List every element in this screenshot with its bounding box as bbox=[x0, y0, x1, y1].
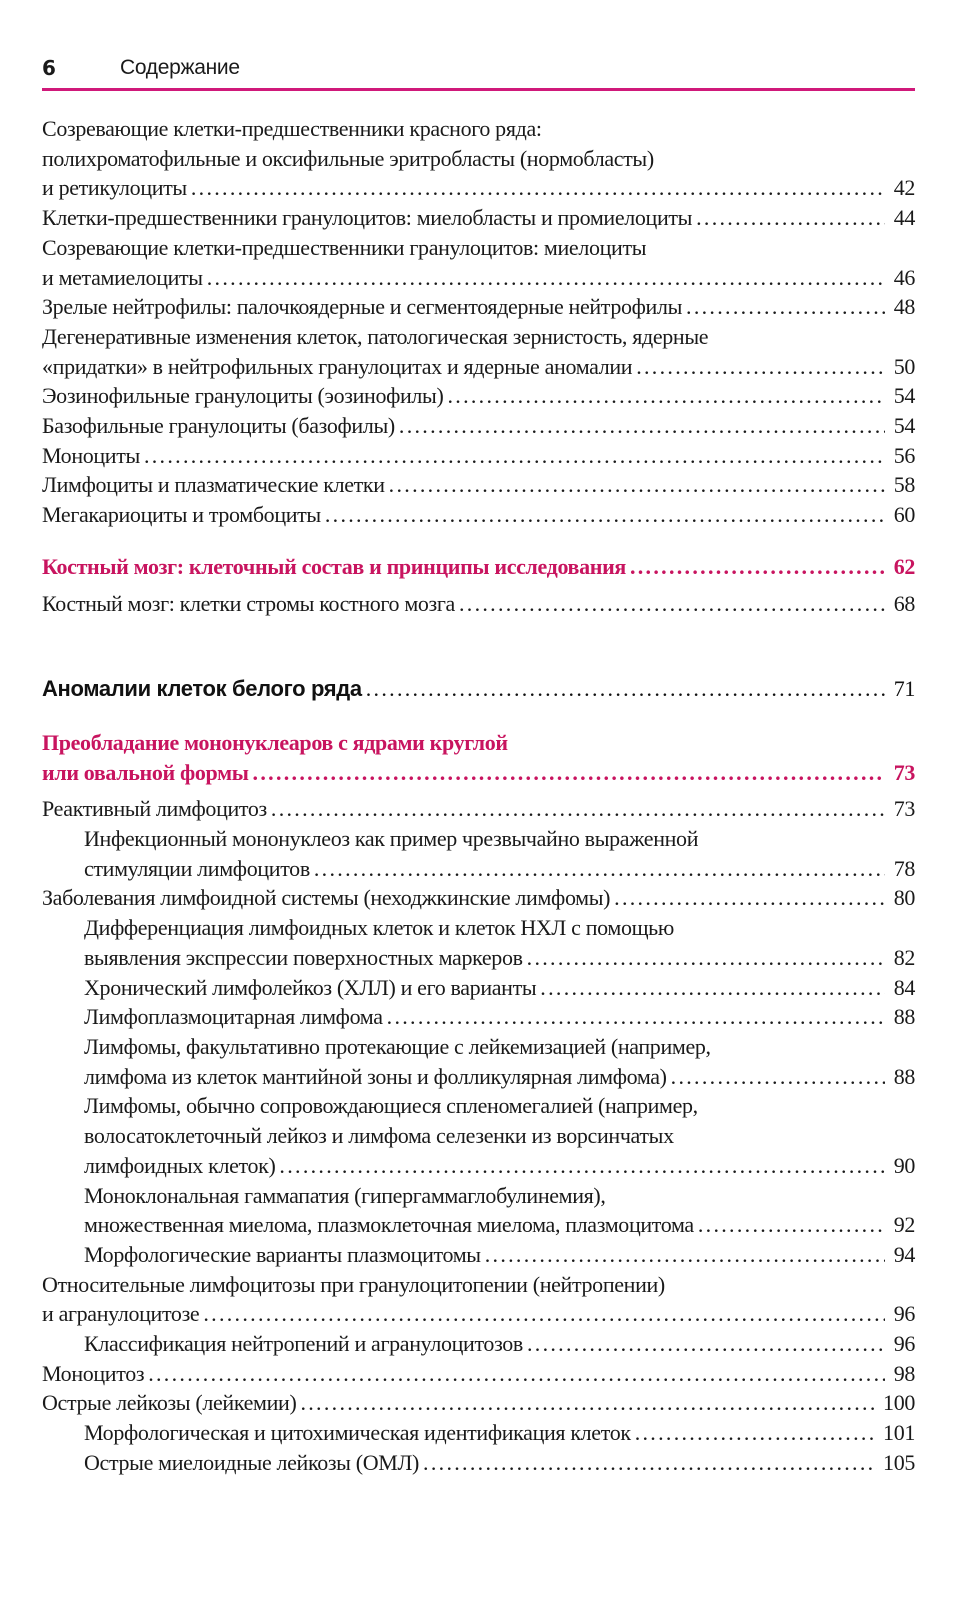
toc-line bbox=[84, 1091, 915, 1121]
toc-line bbox=[42, 552, 915, 582]
toc-line bbox=[42, 500, 915, 530]
toc-line bbox=[84, 973, 915, 1003]
dot-leader bbox=[636, 352, 885, 382]
toc-line bbox=[84, 1181, 915, 1211]
toc-entry bbox=[42, 973, 915, 1003]
dot-leader bbox=[387, 1002, 885, 1032]
toc-line bbox=[42, 173, 915, 203]
dot-leader bbox=[300, 1388, 877, 1418]
toc-entry-title: Костный мозг: клетки стромы костного мозга bbox=[42, 590, 455, 616]
toc-entry-title: стимуляции лимфоцитов bbox=[84, 855, 310, 881]
toc-page-number: 73 bbox=[893, 759, 915, 785]
toc-page-number: 50 bbox=[893, 353, 915, 379]
toc-entry bbox=[42, 411, 915, 441]
toc-line bbox=[42, 233, 915, 263]
toc-line bbox=[84, 1418, 915, 1448]
toc-entry bbox=[42, 1032, 915, 1091]
toc-entry bbox=[42, 500, 915, 530]
running-header bbox=[42, 52, 915, 88]
dot-leader bbox=[399, 411, 885, 441]
toc-line bbox=[42, 1299, 915, 1329]
toc-entry bbox=[42, 1359, 915, 1389]
toc-entry-title: и метамиелоциты bbox=[42, 264, 203, 290]
toc-entry-title: Клетки-предшественники гранулоцитов: миелобласты и промиелоциты bbox=[42, 205, 693, 231]
toc-page-number: 88 bbox=[893, 1063, 915, 1089]
dot-leader bbox=[447, 381, 885, 411]
toc-line bbox=[42, 411, 915, 441]
toc-entry-title: Инфекционный мононуклеоз как пример чрезвычайно выраженной bbox=[84, 826, 699, 852]
toc-entry-title: или овальной формы bbox=[42, 759, 249, 785]
toc-entry bbox=[42, 913, 915, 972]
toc-line bbox=[42, 794, 915, 824]
toc-entry-title: и ретикулоциты bbox=[42, 175, 187, 201]
toc-page-number: 96 bbox=[893, 1301, 915, 1327]
toc-entry-title: Лимфомы, факультативно протекающие с лейкемизацией (например, bbox=[84, 1033, 711, 1059]
toc-page-number: 98 bbox=[893, 1360, 915, 1386]
toc-entry-title: Эозинофильные гранулоциты (эозинофилы) bbox=[42, 383, 444, 409]
dot-leader bbox=[389, 470, 885, 500]
toc-line bbox=[42, 589, 915, 619]
toc-page-number: 58 bbox=[893, 472, 915, 498]
toc-page-number: 73 bbox=[893, 796, 915, 822]
toc-entry-title: Мегакариоциты и тромбоциты bbox=[42, 502, 321, 528]
dot-leader bbox=[271, 794, 885, 824]
toc-entry-title: Хронический лимфолейкоз (ХЛЛ) и его варианты bbox=[84, 974, 537, 1000]
toc-line bbox=[84, 1121, 915, 1151]
toc-page-number: 54 bbox=[893, 383, 915, 409]
dot-leader bbox=[366, 674, 885, 704]
toc-line bbox=[42, 322, 915, 352]
dot-leader bbox=[630, 552, 885, 582]
dot-leader bbox=[253, 758, 885, 788]
toc-page-number: 48 bbox=[893, 294, 915, 320]
toc-line bbox=[42, 728, 915, 758]
toc-line bbox=[84, 1151, 915, 1181]
toc-line bbox=[42, 114, 915, 144]
toc-page-number: 92 bbox=[893, 1212, 915, 1238]
toc-page-number: 96 bbox=[893, 1331, 915, 1357]
toc-entry bbox=[42, 1270, 915, 1329]
toc-entry-title: Дегенеративные изменения клеток, патологическая зернистость, ядерные bbox=[42, 323, 709, 349]
toc-entry-title: и агранулоцитозе bbox=[42, 1301, 200, 1327]
toc-entry-title: Заболевания лимфоидной системы (неходжкинские лимфомы) bbox=[42, 885, 611, 911]
toc-entry bbox=[42, 203, 915, 233]
toc-entry-title: Моноциты bbox=[42, 442, 140, 468]
toc-page-number: 90 bbox=[893, 1152, 915, 1178]
toc-entry-title: лимфома из клеток мантийной зоны и фолликулярная лимфома) bbox=[84, 1063, 667, 1089]
toc-line bbox=[42, 1359, 915, 1389]
dot-leader bbox=[671, 1062, 885, 1092]
toc-line bbox=[42, 263, 915, 293]
toc-line bbox=[42, 292, 915, 322]
toc-page-number: 88 bbox=[893, 1004, 915, 1030]
toc-entry bbox=[42, 1240, 915, 1270]
toc-line bbox=[42, 1270, 915, 1300]
toc-page-number: 101 bbox=[883, 1420, 915, 1446]
toc-line bbox=[42, 883, 915, 913]
page-number: 6 bbox=[42, 56, 56, 80]
toc-entry-title: Базофильные гранулоциты (базофилы) bbox=[42, 413, 395, 439]
toc-entry bbox=[42, 322, 915, 381]
toc-entry-title: Морфологические варианты плазмоцитомы bbox=[84, 1241, 481, 1267]
toc-entry bbox=[42, 470, 915, 500]
toc-line bbox=[42, 470, 915, 500]
toc-page-number: 68 bbox=[893, 590, 915, 616]
dot-leader bbox=[325, 500, 885, 530]
toc-entry-title: Моноцитоз bbox=[42, 1360, 145, 1386]
toc-entry-title: множественная миелома, плазмоклеточная миелома, плазмоцитома bbox=[84, 1212, 694, 1238]
toc-line bbox=[84, 854, 915, 884]
toc-entry-title: выявления экспрессии поверхностных маркеров bbox=[84, 944, 523, 970]
toc-entry bbox=[42, 1388, 915, 1418]
toc-entry bbox=[42, 1329, 915, 1359]
dot-leader bbox=[314, 854, 885, 884]
toc-entry bbox=[42, 292, 915, 322]
toc-entry bbox=[42, 1091, 915, 1180]
toc-line bbox=[84, 1240, 915, 1270]
toc-entry-title: Созревающие клетки-предшественники гранулоцитов: миелоциты bbox=[42, 234, 647, 260]
toc-entry-title: Лимфоплазмоцитарная лимфома bbox=[84, 1004, 383, 1030]
toc-page-number: 54 bbox=[893, 413, 915, 439]
toc-entry-title: Зрелые нейтрофилы: палочкоядерные и сегментоядерные нейтрофилы bbox=[42, 294, 683, 320]
toc-page-number: 56 bbox=[893, 442, 915, 468]
toc-entry bbox=[42, 883, 915, 913]
toc-entry-title: Относительные лимфоцитозы при гранулоцитопении (нейтропении) bbox=[42, 1271, 665, 1297]
toc-line bbox=[84, 1032, 915, 1062]
toc-entry bbox=[42, 441, 915, 471]
toc-line bbox=[42, 203, 915, 233]
toc-page-number: 78 bbox=[893, 855, 915, 881]
toc-line bbox=[84, 1062, 915, 1092]
toc-line bbox=[84, 943, 915, 973]
toc-page-number: 100 bbox=[883, 1390, 915, 1416]
toc-line bbox=[84, 913, 915, 943]
dot-leader bbox=[696, 203, 885, 233]
dot-leader bbox=[540, 973, 885, 1003]
toc-page-number: 80 bbox=[893, 885, 915, 911]
header-rule bbox=[42, 88, 915, 91]
toc-line bbox=[84, 1329, 915, 1359]
toc-page-number: 105 bbox=[883, 1449, 915, 1475]
dot-leader bbox=[527, 1329, 885, 1359]
toc-page-number: 94 bbox=[893, 1241, 915, 1267]
toc-entry-title: полихроматофильные и оксифильные эритробласты (нормобласты) bbox=[42, 145, 654, 171]
dot-leader bbox=[207, 263, 885, 293]
dot-leader bbox=[635, 1418, 877, 1448]
dot-leader bbox=[698, 1210, 885, 1240]
dot-leader bbox=[686, 292, 885, 322]
toc-entry-title: Острые лейкозы (лейкемии) bbox=[42, 1390, 297, 1416]
toc-page-number: 46 bbox=[893, 264, 915, 290]
toc-chapter bbox=[42, 674, 915, 704]
toc-page-number: 84 bbox=[893, 974, 915, 1000]
toc-entry bbox=[42, 1448, 915, 1478]
dot-leader bbox=[144, 441, 885, 471]
toc-line bbox=[84, 1210, 915, 1240]
toc-entry bbox=[42, 794, 915, 824]
toc-entry bbox=[42, 1002, 915, 1032]
table-of-contents bbox=[42, 114, 915, 1478]
toc-line bbox=[42, 144, 915, 174]
dot-leader bbox=[203, 1299, 885, 1329]
toc-entry-title: волосатоклеточный лейкоз и лимфома селезенки из ворсинчатых bbox=[84, 1123, 674, 1149]
dot-leader bbox=[423, 1448, 877, 1478]
toc-entry-title: Морфологическая и цитохимическая идентификация клеток bbox=[84, 1420, 631, 1446]
toc-entry-title: Реактивный лимфоцитоз bbox=[42, 796, 267, 822]
toc-page-number: 71 bbox=[893, 676, 915, 702]
toc-entry bbox=[42, 233, 915, 292]
toc-entry bbox=[42, 381, 915, 411]
dot-leader bbox=[459, 589, 885, 619]
toc-entry-title: Острые миелоидные лейкозы (ОМЛ) bbox=[84, 1449, 420, 1475]
toc-section bbox=[42, 728, 915, 787]
dot-leader bbox=[148, 1359, 885, 1389]
toc-line bbox=[84, 824, 915, 854]
toc-entry bbox=[42, 1418, 915, 1448]
toc-page-number: 82 bbox=[893, 944, 915, 970]
toc-page-number: 60 bbox=[893, 502, 915, 528]
running-title: Содержание bbox=[120, 56, 240, 79]
toc-line bbox=[42, 674, 915, 704]
dot-leader bbox=[485, 1240, 885, 1270]
toc-line bbox=[42, 352, 915, 382]
toc-entry-title: Дифференциация лимфоидных клеток и клеток НХЛ с помощью bbox=[84, 915, 674, 941]
toc-line bbox=[42, 758, 915, 788]
dot-leader bbox=[527, 943, 885, 973]
toc-line bbox=[42, 441, 915, 471]
toc-page-number: 42 bbox=[893, 175, 915, 201]
toc-line bbox=[84, 1002, 915, 1032]
toc-entry-title: Лимфомы, обычно сопровождающиеся спленомегалией (например, bbox=[84, 1093, 698, 1119]
toc-entry-title: «придатки» в нейтрофильных гранулоцитах и ядерные аномалии bbox=[42, 353, 633, 379]
toc-entry-title: лимфоидных клеток) bbox=[84, 1152, 276, 1178]
toc-entry-title: Преобладание мононуклеаров с ядрами круглой bbox=[42, 729, 508, 755]
toc-entry-title: Классификация нейтропений и агранулоцитозов bbox=[84, 1331, 523, 1357]
toc-entry bbox=[42, 1181, 915, 1240]
toc-entry bbox=[42, 824, 915, 883]
toc-line bbox=[42, 1388, 915, 1418]
toc-page-number: 44 bbox=[893, 205, 915, 231]
dot-leader bbox=[614, 883, 885, 913]
toc-entry-title: Аномалии клеток белого ряда bbox=[42, 676, 362, 702]
toc-page-number: 62 bbox=[893, 553, 915, 579]
toc-entry-title: Лимфоциты и плазматические клетки bbox=[42, 472, 385, 498]
toc-line bbox=[42, 381, 915, 411]
toc-entry bbox=[42, 114, 915, 203]
toc-entry-title: Моноклональная гаммапатия (гипергаммаглобулинемия), bbox=[84, 1182, 606, 1208]
dot-leader bbox=[279, 1151, 885, 1181]
toc-entry bbox=[42, 589, 915, 619]
toc-section bbox=[42, 552, 915, 582]
toc-entry-title: Костный мозг: клеточный состав и принципы исследования bbox=[42, 553, 626, 579]
dot-leader bbox=[191, 173, 885, 203]
toc-entry-title: Созревающие клетки-предшественники красного ряда: bbox=[42, 116, 542, 141]
toc-line bbox=[84, 1448, 915, 1478]
